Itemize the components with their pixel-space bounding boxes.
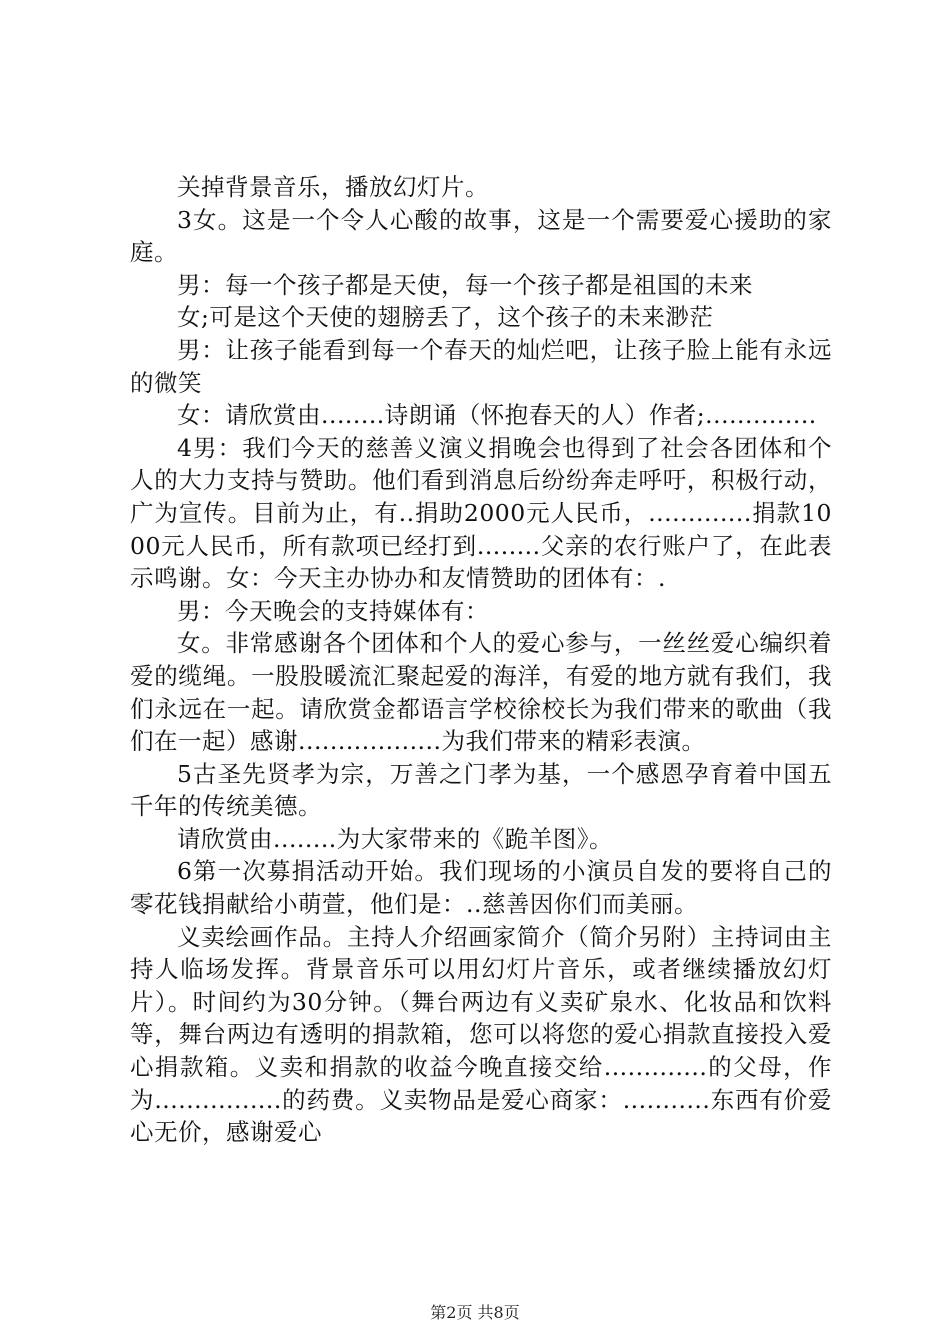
- paragraph: 请欣赏由........为大家带来的《跪羊图》。: [177, 824, 614, 853]
- paragraph: 女。非常感谢各个团体和个人的爱心参与，一丝丝爱心编织着爱的缆绳。一股股暖流汇聚起爱的海洋，有爱的地方就有我们，我们永远在一起。请欣赏金都语言学校徐校长为我们带来的歌曲（我们在一起）感谢..................为我们带来的精彩表演。: [130, 629, 832, 756]
- paragraph: 4男：我们今天的慈善义演义捐晚会也得到了社会各团体和个人的大力支持与赞助。他们看到消息后纷纷奔走呼吁，积极行动，广为宣传。目前为止，有..捐助2000元人民币，.............捐款1000元人民币，所有款项已经打到........父亲的农行账户了，在此表示鸣谢。女：今天主办协办和友情赞助的团体有：.: [130, 433, 832, 593]
- paragraph: 女;可是这个天使的翅膀丢了，这个孩子的未来渺茫: [177, 303, 714, 332]
- paragraph: 男：让孩子能看到每一个春天的灿烂吧，让孩子脸上能有永远的微笑: [130, 335, 832, 397]
- paragraph: 女：请欣赏由........诗朗诵（怀抱春天的人）作者;..............: [177, 401, 817, 430]
- page-number-footer: 第2页 共8页: [430, 1303, 520, 1322]
- paragraph: 关掉背景音乐，播放幻灯片。: [177, 173, 489, 201]
- document-body: [130, 171, 832, 1149]
- paragraph: 男：今天晚会的支持媒体有：: [177, 596, 489, 625]
- paragraph: 5古圣先贤孝为宗，万善之门孝为基，一个感恩孕育着中国五千年的传统美德。: [130, 759, 832, 821]
- paragraph: 男：每一个孩子都是天使，每一个孩子都是祖国的未来: [177, 270, 753, 299]
- paragraph: 3女。这是一个令人心酸的故事，这是一个需要爱心援助的家庭。: [130, 205, 832, 267]
- paragraph: 义卖绘画作品。主持人介绍画家简介（简介另附）主持词由主持人临场发挥。背景音乐可以用幻灯片音乐，或者继续播放幻灯片）。时间约为30分钟。（舞台两边有义卖矿泉水、化妆品和饮料等，舞台两边有透明的捐款箱，您可以将您的爱心捐款直接投入爱心捐款箱。义卖和捐款的收益今晚直接交给.............的父母，作为................的药费。义卖物品是爱心商家：...........东西有价爱心无价，感谢爱心: [130, 922, 832, 1147]
- paragraph: 6第一次募捐活动开始。我们现场的小演员自发的要将自己的零花钱捐献给小萌萱，他们是：..慈善因你们而美丽。: [130, 857, 832, 919]
